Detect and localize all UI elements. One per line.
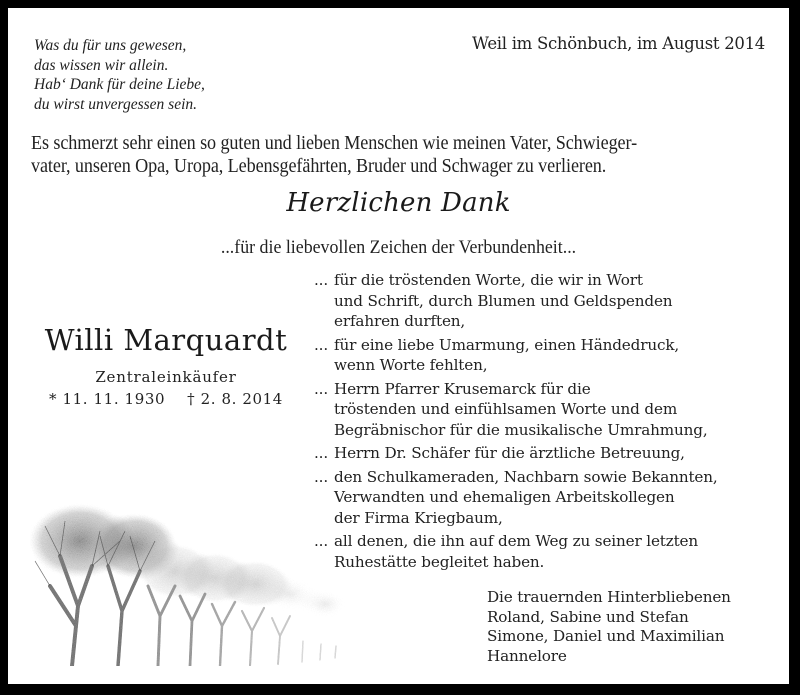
thanks-item	[314, 531, 784, 572]
ellipsis-prefix: ...	[314, 379, 329, 398]
thanks-line: Verwandten und ehemaligen Arbeitskollegen	[334, 488, 675, 506]
thanks-line: für die tröstenden Worte, die wir in Wort	[334, 271, 643, 289]
poem	[34, 36, 205, 114]
thanks-line: tröstenden und einfühlsamen Worte und dem	[334, 400, 678, 418]
ellipsis-prefix: ...	[314, 467, 329, 486]
deceased-dates	[26, 390, 306, 408]
poem-line: du wirst unvergessen sein.	[34, 95, 198, 113]
place-date: Weil im Schönbuch, im August 2014	[472, 34, 765, 53]
ellipsis-prefix: ...	[314, 532, 329, 550]
thanks-item	[314, 379, 784, 441]
thanks-line: der Firma Kriegbaum,	[334, 508, 503, 527]
poem-line: Was du für uns gewesen,	[34, 37, 187, 54]
thanks-item	[314, 443, 784, 464]
deceased-name: Willi Marquardt	[44, 323, 288, 357]
trees-illustration-icon	[30, 486, 360, 684]
thanks-line: und Schrift, durch Blumen und Geldspenden	[334, 291, 673, 310]
ellipsis-prefix: ...	[314, 271, 329, 289]
thanks-line: all denen, die ihn auf dem Weg zu seiner letzten	[334, 532, 699, 550]
mourners-signature	[487, 588, 731, 666]
mourners-line: Hannelore	[487, 646, 567, 665]
thanks-line: Begräbnischor für die musikalische Umrahmung,	[334, 420, 708, 439]
headline: Herzlichen Dank	[286, 188, 511, 218]
thanks-item	[314, 270, 784, 332]
subline: ...für die liebevollen Zeichen der Verbundenheit...	[220, 237, 577, 258]
mourners-line: Die trauernden Hinterbliebenen	[487, 588, 731, 606]
thanks-line: für eine liebe Umarmung, einen Händedruck,	[334, 335, 680, 354]
thanks-line: den Schulkameraden, Nachbarn sowie Bekannten,	[334, 467, 718, 486]
ellipsis-prefix: ...	[314, 335, 329, 354]
obituary-card	[8, 8, 789, 684]
thanks-list	[314, 270, 784, 575]
deceased-block	[26, 322, 306, 408]
intro-text	[31, 132, 719, 178]
intro-line: Es schmerzt sehr einen so guten und lieben Menschen wie meinen Vater, Schwieger-	[31, 133, 638, 154]
thanks-line: Ruhestätte begleitet haben.	[334, 552, 545, 571]
birth-date: * 11. 11. 1930	[49, 390, 166, 408]
poem-line: Hab‘ Dank für deine Liebe,	[34, 76, 205, 93]
mourners-line: Simone, Daniel und Maximilian	[487, 627, 725, 645]
intro-line: vater, unseren Opa, Uropa, Lebensgefährten, Bruder und Schwager zu verlieren.	[31, 156, 607, 177]
thanks-line: Herrn Dr. Schäfer für die ärztliche Betreuung,	[334, 444, 685, 462]
thanks-line: erfahren durften,	[334, 312, 466, 330]
thanks-item	[314, 335, 784, 376]
deceased-occupation: Zentraleinkäufer	[95, 368, 237, 386]
thanks-item	[314, 467, 784, 529]
mourners-line: Roland, Sabine und Stefan	[487, 607, 689, 626]
poem-line: das wissen wir allein.	[34, 56, 169, 74]
death-date: † 2. 8. 2014	[187, 390, 283, 408]
thanks-line: Herrn Pfarrer Krusemarck für die	[334, 379, 591, 398]
ellipsis-prefix: ...	[314, 444, 329, 462]
thanks-line: wenn Worte fehlten,	[334, 356, 488, 374]
